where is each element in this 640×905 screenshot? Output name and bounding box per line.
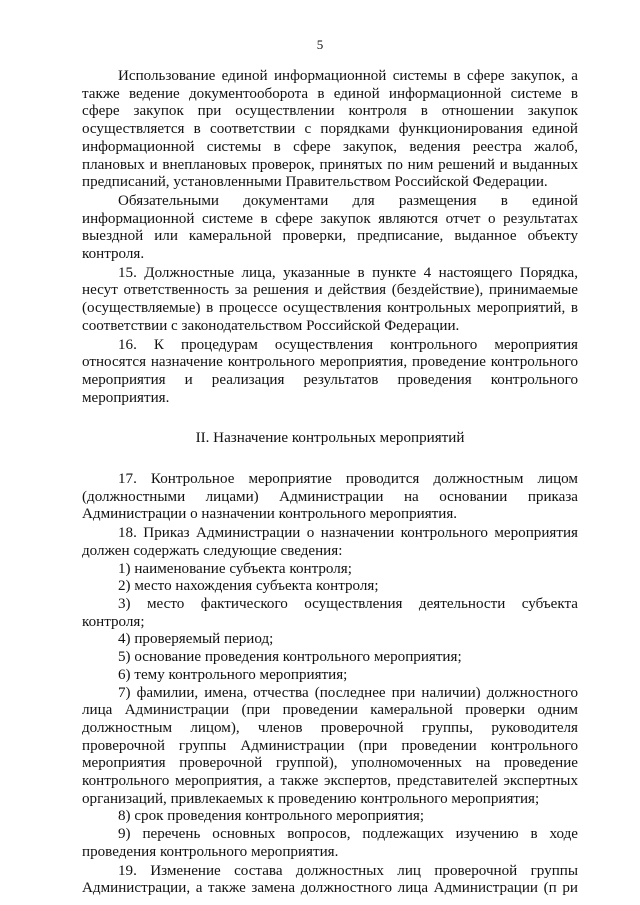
- paragraph-16: 16. К процедурам осуществления контрольного мероприятия относятся назначение контрольного мероприятия, проведение контрольного мероприятия и реализация результатов проведения контрольного мероприятия.: [82, 336, 578, 406]
- paragraph-eis-usage: Использование единой информационной системы в сфере закупок, а также ведение документооборота в единой информационной системе в сфере закупок при осуществлении контроля в отношении закупок осуществляется в соответствии с порядками функционирования единой информационной системы в сфере закупок, ведения реестра жалоб, плановых и внеплановых проверок, принятых по ним решений и выданных предписаний, установленными Правительством Российской Федерации.: [82, 68, 578, 191]
- list-item: 1) наименование субъекта контроля;: [118, 560, 352, 577]
- list-item: 2) место нахождения субъекта контроля;: [118, 578, 379, 595]
- section-heading: II. Назначение контрольных мероприятий: [195, 430, 465, 447]
- paragraph-18: 18. Приказ Администрации о назначении контрольного мероприятия должен содержать следующие сведения:: [82, 525, 578, 559]
- list-item: 6) тему контрольного мероприятия;: [118, 666, 348, 683]
- list-item: 8) срок проведения контрольного мероприятия;: [118, 808, 425, 825]
- list-item: 3) место фактического осуществления деятельности субъекта контроля;: [82, 595, 578, 630]
- document-body: [82, 68, 578, 898]
- paragraph-17: 17. Контрольное мероприятие проводится должностным лицом (должностными лицами) Администрации на основании приказа Администрации о назначении контрольного мероприятия.: [82, 471, 578, 523]
- list-item: 9) перечень основных вопросов, подлежащих изучению в ходе проведения контрольного мероприятия.: [82, 826, 578, 860]
- list-item: 4) проверяемый период;: [118, 631, 274, 648]
- paragraph-15: 15. Должностные лица, указанные в пункте 4 настоящего Порядка, несут ответственность за решения и действия (бездействие), принимаемые (осуществляемые) в процессе осуществления контрольных мероприятий, в соответствии с законодательством Российской Федерации.: [82, 264, 578, 334]
- list-item: 7) фамилии, имена, отчества (последнее при наличии) должностного лица Администрации (при проведении камеральной проверки одним должностным лицом), членов проверочной группы, руководителя проверочной группы Администрации (при проведении контрольного мероприятия проверочной группой), уполномоченных на проведение контрольного мероприятия, а также экспертов, представителей экспертных организаций, привлекаемых к проведению контрольного мероприятия;: [82, 684, 578, 807]
- paragraph-19: 19. Изменение состава должностных лиц проверочной группы Администрации, а также замена должностного лица Администрации (п ри: [82, 862, 578, 897]
- list-item: 5) основание проведения контрольного мероприятия;: [118, 649, 462, 666]
- required-info-list: [82, 561, 578, 862]
- paragraph-mandatory-documents: Обязательными документами для размещения в единой информационной системе в сфере закупок являются отчет о результатах выездной или камеральной проверки, предписание, выданное объекту контроля.: [82, 192, 578, 263]
- page-number: 5: [316, 37, 324, 52]
